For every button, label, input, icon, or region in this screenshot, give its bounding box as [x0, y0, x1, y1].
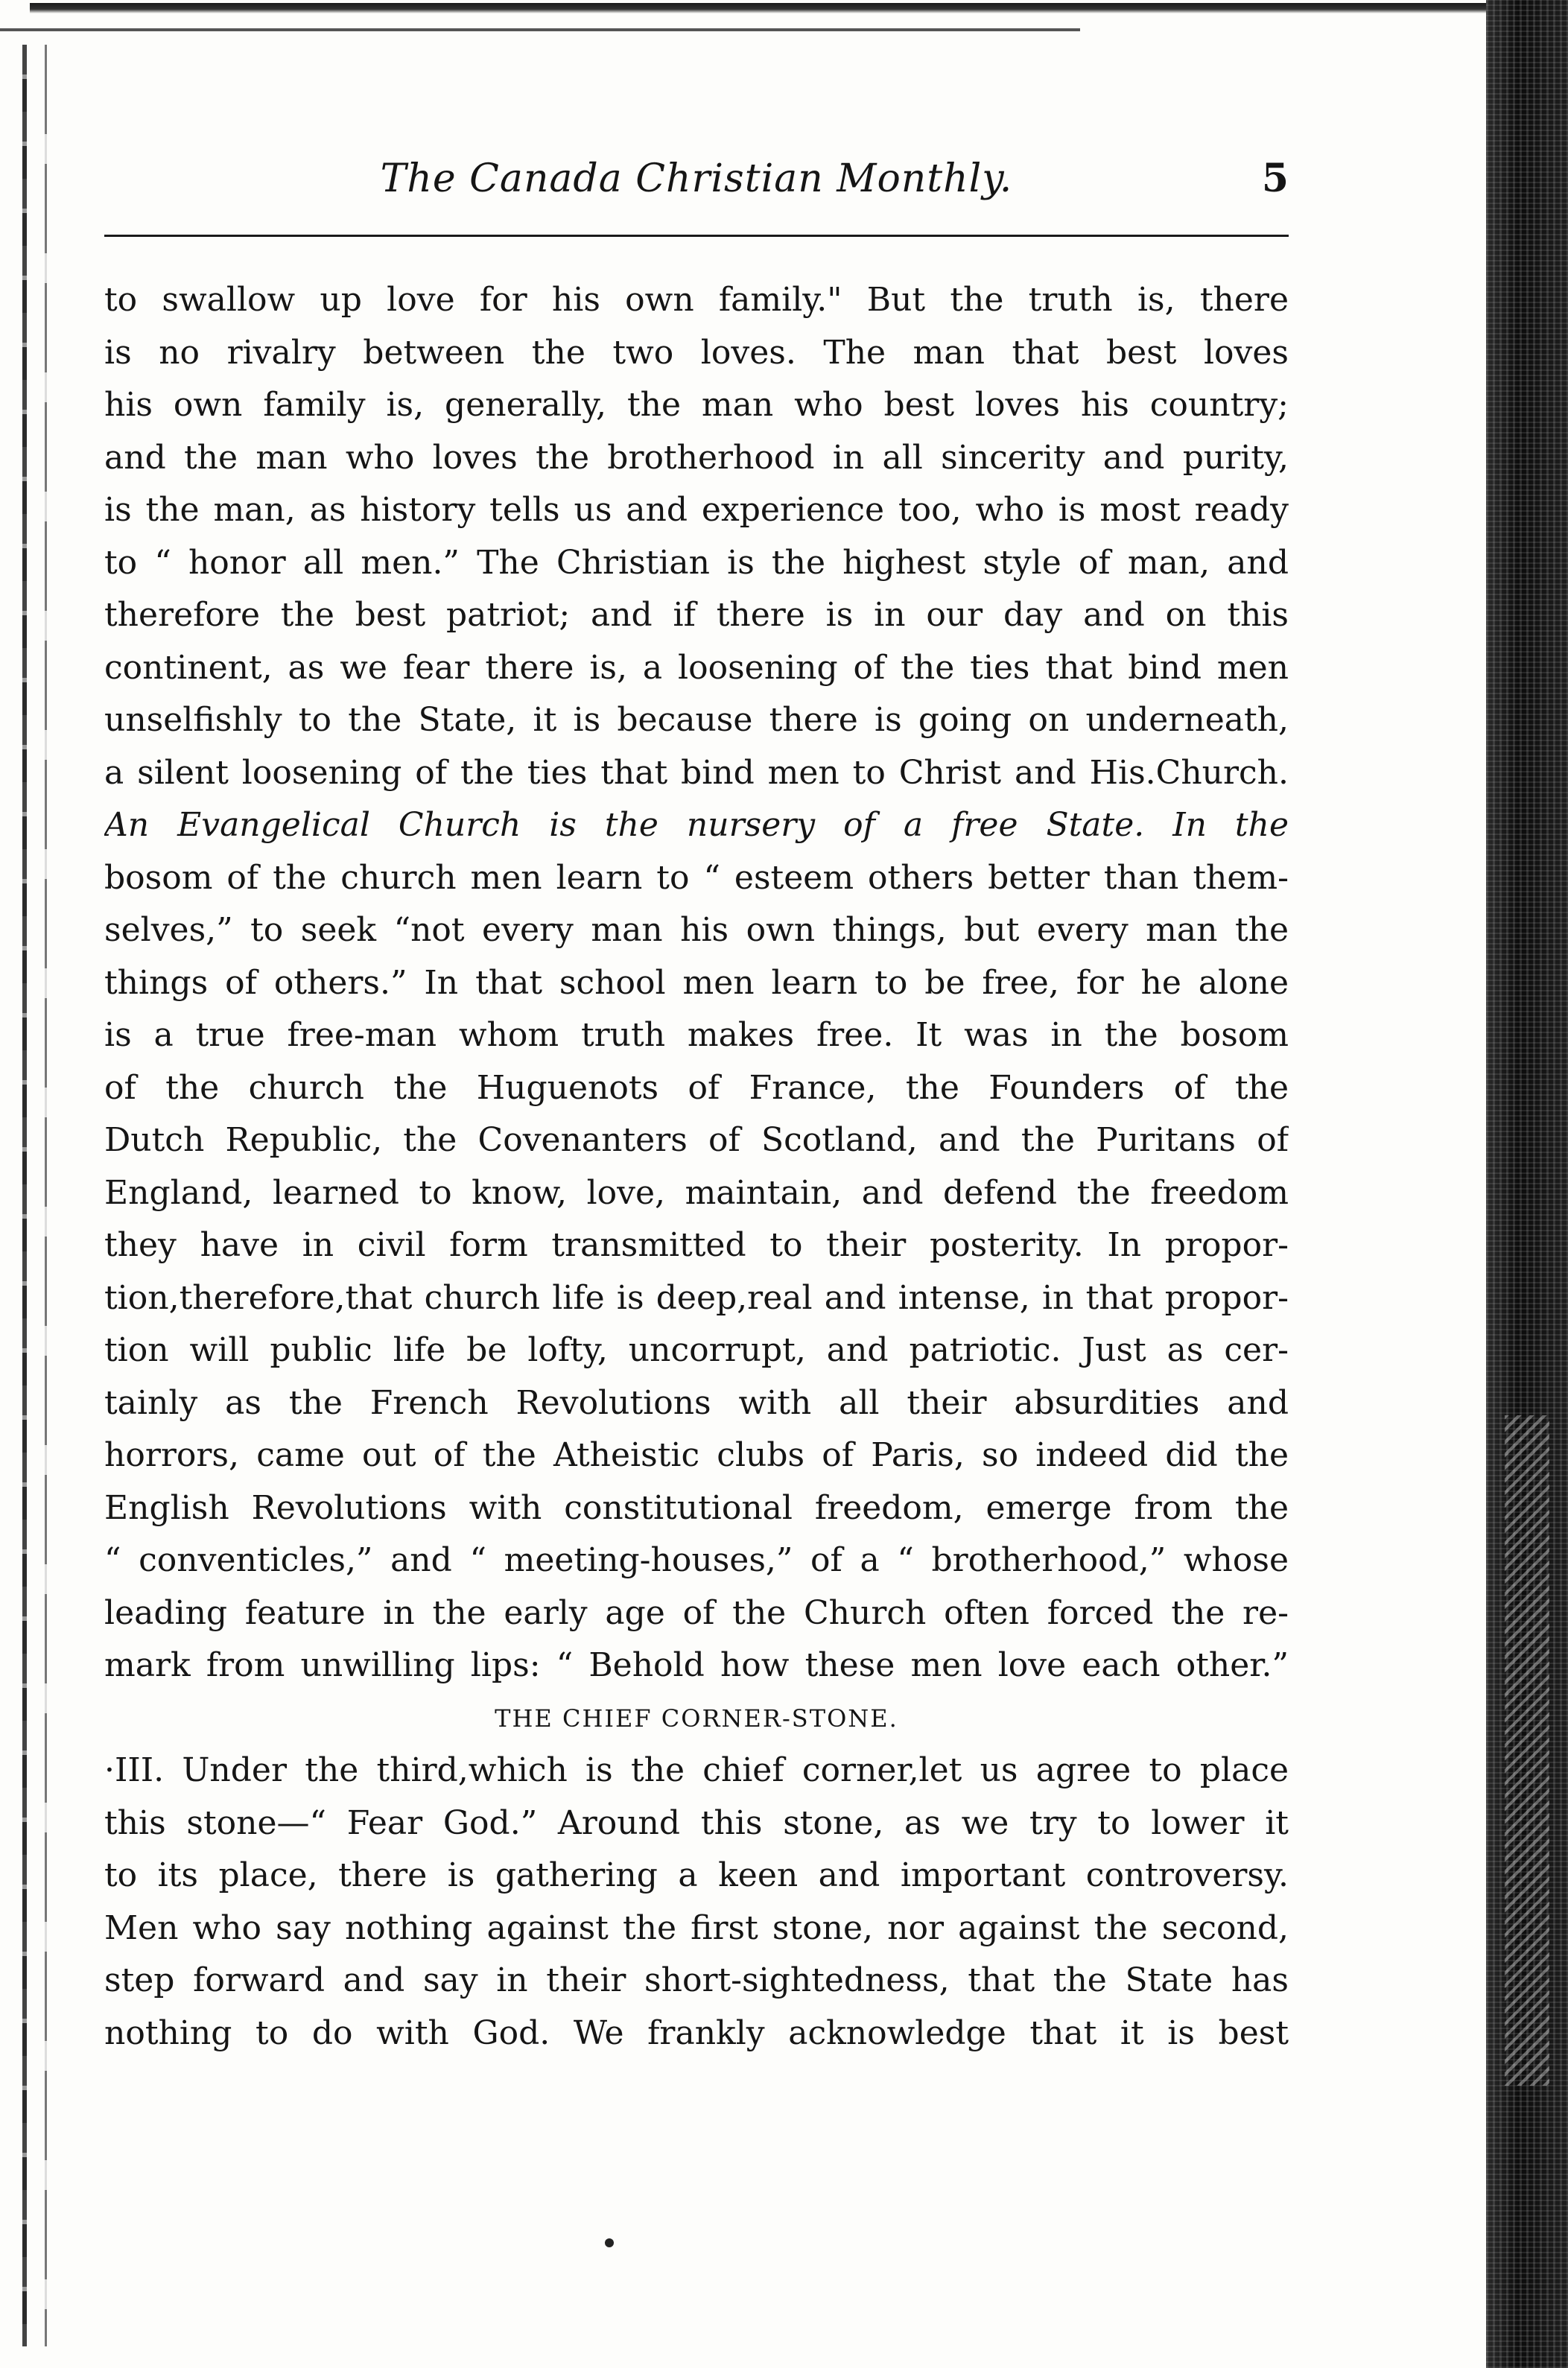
text-line: to swallow up love for his own family." But the truth is, there — [104, 281, 1289, 319]
header-rule — [104, 235, 1289, 237]
page-top-rule — [0, 28, 1080, 31]
text-line: continent, as we fear there is, a loosening of the ties that bind men — [104, 648, 1289, 687]
running-title: The Canada Christian Monthly. — [380, 156, 1013, 201]
ink-dot — [605, 2238, 614, 2247]
text-line: bosom of the church men learn to “ esteem others better than them- — [104, 858, 1289, 897]
text-line-italic: An Evangelical Church is the nursery of a free State. In the — [104, 806, 1289, 844]
text-line: is a true free-man whom truth makes free. It was in the bosom — [104, 1016, 1289, 1054]
text-line: therefore the best patriot; and if there is in our day and on this — [104, 596, 1289, 634]
text-line: tion,therefore,that church life is deep,real and intense, in that propor- — [104, 1278, 1289, 1317]
text-line: step forward and say in their short-sightedness, that the State has — [104, 1961, 1289, 1999]
text-line: to “ honor all men.” The Christian is the highest style of man, and — [104, 543, 1289, 582]
page-number: 5 — [1261, 156, 1289, 201]
text-line: of the church the Huguenots of France, the Founders of the — [104, 1068, 1289, 1107]
text-line: this stone—“ Fear God.” Around this stone, as we try to lower it — [104, 1803, 1289, 1842]
text-line: Dutch Republic, the Covenanters of Scotland, and the Puritans of — [104, 1121, 1289, 1159]
left-binding-shadow — [45, 45, 47, 2346]
text-line: tion will public life be lofty, uncorrupt, and patriotic. Just as cer- — [104, 1331, 1289, 1369]
text-line: horrors, came out of the Atheistic clubs of Paris, so indeed did the — [104, 1436, 1289, 1474]
left-binding-edge — [22, 45, 27, 2346]
text-line: leading feature in the early age of the Church often forced the re- — [104, 1593, 1289, 1632]
running-header — [104, 149, 1289, 209]
text-line: his own family is, generally, the man who best loves his country; — [104, 386, 1289, 424]
text-line: they have in civil form transmitted to their posterity. In propor- — [104, 1226, 1289, 1264]
text-line: is no rivalry between the two loves. The man that best loves — [104, 333, 1289, 372]
text-line: and the man who loves the brotherhood in all sincerity and purity, — [104, 438, 1289, 477]
text-line: tainly as the French Revolutions with all their absurdities and — [104, 1383, 1289, 1422]
article-body — [104, 274, 1289, 2060]
text-line: nothing to do with God. We frankly acknowledge that it is best — [104, 2013, 1289, 2052]
text-line: ·III. Under the third,which is the chief corner,let us agree to place — [104, 1751, 1289, 1789]
section-heading: THE CHIEF CORNER-STONE. — [495, 1704, 898, 1733]
text-line: a silent loosening of the ties that bind men to Christ and His.Church. — [104, 753, 1289, 792]
text-line: England, learned to know, love, maintain, and defend the freedom — [104, 1173, 1289, 1212]
text-line: mark from unwilling lips: “ Behold how these men love each other.” — [104, 1646, 1289, 1684]
text-line: “ conventicles,” and “ meeting-houses,” of a “ brotherhood,” whose — [104, 1541, 1289, 1579]
page-top-edge — [30, 3, 1512, 13]
text-line: unselfishly to the State, it is because there is going on underneath, — [104, 701, 1289, 739]
text-line: Men who say nothing against the first stone, nor against the second, — [104, 1908, 1289, 1947]
text-line: to its place, there is gathering a keen and important controversy. — [104, 1856, 1289, 1894]
text-line: selves,” to seek “not every man his own things, but every man the — [104, 911, 1289, 949]
text-line: is the man, as history tells us and experience too, who is most ready — [104, 491, 1289, 529]
text-line: things of others.” In that school men learn to be free, for he alone — [104, 963, 1289, 1002]
text-line: English Revolutions with constitutional freedom, emerge from the — [104, 1488, 1289, 1527]
spine-texture — [1505, 1415, 1549, 2086]
